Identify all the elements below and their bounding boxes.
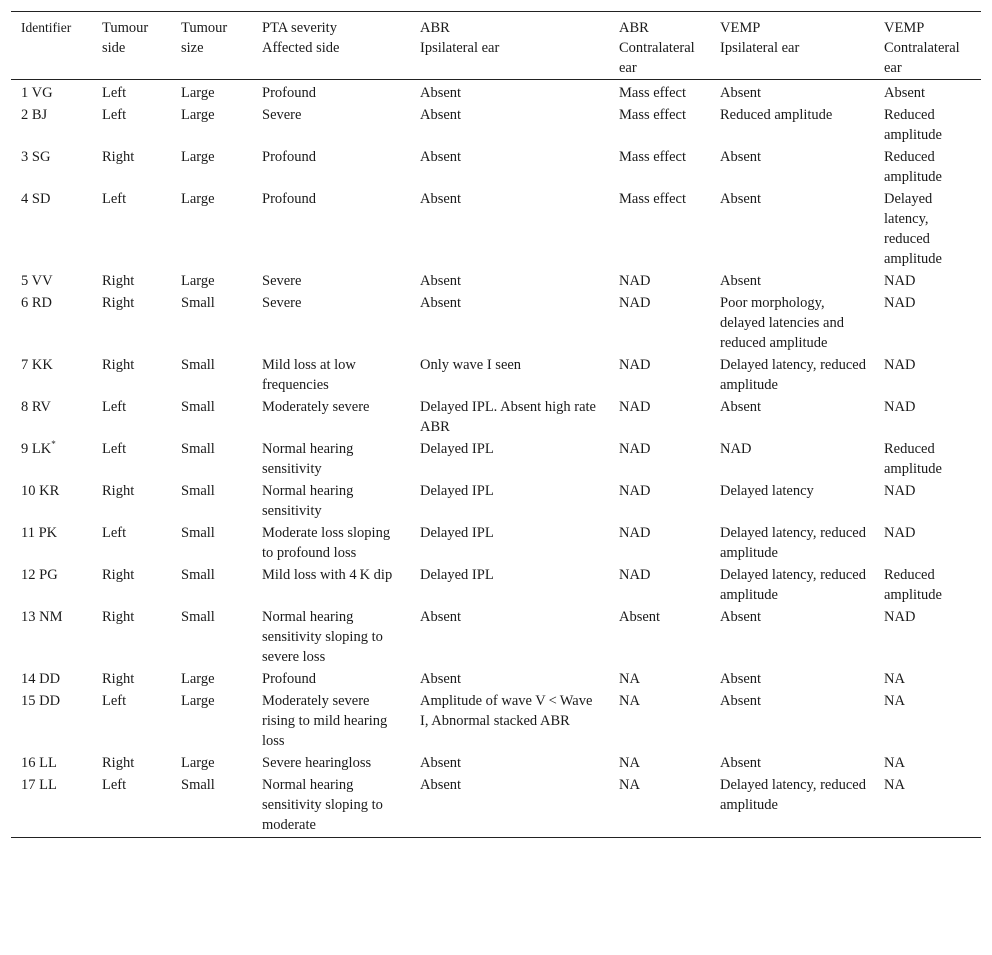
table-row bbox=[11, 353, 981, 395]
abr-contralateral-cell: NAD bbox=[619, 567, 651, 583]
tumour-size-cell: Small bbox=[181, 357, 215, 373]
identifier-cell bbox=[11, 689, 92, 751]
header-line: Identifier bbox=[21, 20, 72, 35]
pta-severity-cell: Profound bbox=[262, 671, 316, 687]
tumour-size-cell: Small bbox=[181, 295, 215, 311]
vemp-contralateral-cell: NA bbox=[884, 777, 905, 793]
vemp-ipsilateral-cell: Delayed latency, reduced amplitude bbox=[720, 357, 866, 393]
pta-severity-cell: Severe hearingloss bbox=[262, 755, 372, 771]
vemp-ipsilateral-cell: Delayed latency, reduced amplitude bbox=[720, 777, 866, 813]
table-row bbox=[11, 667, 981, 689]
tumour-size-cell: Small bbox=[181, 483, 215, 499]
table-row bbox=[11, 751, 981, 773]
header-line: Ipsilateral ear bbox=[420, 40, 500, 56]
pta-severity-cell: Severe bbox=[262, 107, 302, 123]
abr-ipsilateral-cell: Absent bbox=[420, 755, 462, 771]
pta-severity-cell: Normal hearing sensitivity sloping to severe loss bbox=[262, 609, 383, 665]
table-row bbox=[11, 479, 981, 521]
vemp-contralateral-cell: NAD bbox=[884, 357, 916, 373]
header-line: ear bbox=[884, 60, 902, 76]
identifier-value: 8 RV bbox=[21, 399, 51, 415]
identifier-cell bbox=[11, 605, 92, 667]
pta-severity-cell: Severe bbox=[262, 295, 302, 311]
vemp-ipsilateral-cell: Absent bbox=[720, 273, 762, 289]
abr-ipsilateral-cell: Delayed IPL bbox=[420, 567, 494, 583]
abr-contralateral-cell: NAD bbox=[619, 357, 651, 373]
tumour-size-cell: Large bbox=[181, 107, 215, 123]
tumour-side-cell: Left bbox=[102, 693, 127, 709]
header-line: ABR bbox=[619, 20, 649, 36]
vemp-ipsilateral-cell: Absent bbox=[720, 399, 762, 415]
abr-contralateral-cell: NAD bbox=[619, 399, 651, 415]
col-vemp-ipsilateral-header bbox=[710, 12, 874, 80]
abr-contralateral-cell: NA bbox=[619, 671, 640, 687]
identifier-value: 4 SD bbox=[21, 191, 51, 207]
pta-severity-cell: Moderately severe rising to mild hearing loss bbox=[262, 693, 388, 749]
header-line: Ipsilateral ear bbox=[720, 40, 800, 56]
tumour-side-cell: Left bbox=[102, 399, 127, 415]
abr-ipsilateral-cell: Absent bbox=[420, 777, 462, 793]
pta-severity-cell: Severe bbox=[262, 273, 302, 289]
header-row bbox=[11, 12, 981, 80]
tumour-size-cell: Large bbox=[181, 85, 215, 101]
identifier-value: 7 KK bbox=[21, 357, 53, 373]
abr-ipsilateral-cell: Absent bbox=[420, 671, 462, 687]
table-row bbox=[11, 145, 981, 187]
table-row bbox=[11, 187, 981, 269]
identifier-value: 10 KR bbox=[21, 483, 60, 499]
tumour-size-cell: Small bbox=[181, 777, 215, 793]
header-line: Affected side bbox=[262, 40, 340, 56]
pta-severity-cell: Moderate loss sloping to profound loss bbox=[262, 525, 391, 561]
tumour-side-cell: Right bbox=[102, 149, 135, 165]
identifier-value: 2 BJ bbox=[21, 107, 48, 123]
abr-contralateral-cell: Mass effect bbox=[619, 149, 686, 165]
results-table bbox=[11, 11, 981, 838]
vemp-ipsilateral-cell: NAD bbox=[720, 441, 752, 457]
identifier-value: 17 LL bbox=[21, 777, 57, 793]
vemp-contralateral-cell: NAD bbox=[884, 399, 916, 415]
tumour-size-cell: Small bbox=[181, 525, 215, 541]
tumour-side-cell: Left bbox=[102, 525, 127, 541]
table-row bbox=[11, 605, 981, 667]
identifier-value: 15 DD bbox=[21, 693, 61, 709]
identifier-cell bbox=[11, 521, 92, 563]
tumour-side-cell: Right bbox=[102, 273, 135, 289]
header-line: Tumour bbox=[181, 20, 228, 36]
pta-severity-cell: Normal hearing sensitivity bbox=[262, 441, 354, 477]
identifier-cell bbox=[11, 291, 92, 353]
header-line: ABR bbox=[420, 20, 450, 36]
col-identifier-header bbox=[11, 12, 92, 80]
abr-ipsilateral-cell: Delayed IPL bbox=[420, 483, 494, 499]
identifier-cell bbox=[11, 667, 92, 689]
abr-ipsilateral-cell: Delayed IPL bbox=[420, 525, 494, 541]
abr-contralateral-cell: NAD bbox=[619, 273, 651, 289]
vemp-ipsilateral-cell: Absent bbox=[720, 191, 762, 207]
identifier-cell bbox=[11, 751, 92, 773]
identifier-value: 1 VG bbox=[21, 85, 53, 101]
tumour-side-cell: Right bbox=[102, 483, 135, 499]
vemp-contralateral-cell: NAD bbox=[884, 295, 916, 311]
header-line: VEMP bbox=[884, 20, 925, 36]
tumour-side-cell: Right bbox=[102, 609, 135, 625]
vemp-ipsilateral-cell: Delayed latency, reduced amplitude bbox=[720, 525, 866, 561]
tumour-size-cell: Large bbox=[181, 273, 215, 289]
abr-contralateral-cell: Mass effect bbox=[619, 107, 686, 123]
abr-ipsilateral-cell: Absent bbox=[420, 609, 462, 625]
header-line: side bbox=[102, 40, 126, 56]
table-row bbox=[11, 269, 981, 291]
vemp-ipsilateral-cell: Absent bbox=[720, 755, 762, 771]
identifier-value: 13 NM bbox=[21, 609, 63, 625]
identifier-cell bbox=[11, 187, 92, 269]
vemp-contralateral-cell: Reduced amplitude bbox=[884, 567, 942, 603]
tumour-size-cell: Small bbox=[181, 441, 215, 457]
pta-severity-cell: Normal hearing sensitivity sloping to moderate bbox=[262, 777, 383, 833]
vemp-contralateral-cell: Reduced amplitude bbox=[884, 149, 942, 185]
abr-ipsilateral-cell: Absent bbox=[420, 85, 462, 101]
identifier-cell bbox=[11, 103, 92, 145]
pta-severity-cell: Profound bbox=[262, 191, 316, 207]
tumour-size-cell: Small bbox=[181, 567, 215, 583]
header-line: Tumour bbox=[102, 20, 149, 36]
vemp-contralateral-cell: Absent bbox=[884, 85, 926, 101]
vemp-contralateral-cell: NA bbox=[884, 671, 905, 687]
abr-ipsilateral-cell: Amplitude of wave V < Wave I, Abnormal stacked ABR bbox=[420, 693, 593, 729]
tumour-side-cell: Left bbox=[102, 777, 127, 793]
abr-contralateral-cell: Mass effect bbox=[619, 191, 686, 207]
abr-contralateral-cell: NAD bbox=[619, 483, 651, 499]
tumour-size-cell: Large bbox=[181, 693, 215, 709]
table-row bbox=[11, 563, 981, 605]
abr-contralateral-cell: NAD bbox=[619, 295, 651, 311]
tumour-size-cell: Large bbox=[181, 191, 215, 207]
table-row bbox=[11, 291, 981, 353]
vemp-contralateral-cell: NAD bbox=[884, 609, 916, 625]
abr-ipsilateral-cell: Absent bbox=[420, 295, 462, 311]
identifier-cell bbox=[11, 353, 92, 395]
identifier-value: 5 VV bbox=[21, 273, 53, 289]
identifier-value: 6 RD bbox=[21, 295, 53, 311]
table-row bbox=[11, 437, 981, 479]
abr-ipsilateral-cell: Delayed IPL. Absent high rate ABR bbox=[420, 399, 596, 435]
tumour-size-cell: Small bbox=[181, 399, 215, 415]
vemp-contralateral-cell: Reduced amplitude bbox=[884, 441, 942, 477]
identifier-value: 9 LK* bbox=[21, 439, 56, 457]
identifier-value: 14 DD bbox=[21, 671, 61, 687]
table-row bbox=[11, 103, 981, 145]
tumour-side-cell: Right bbox=[102, 295, 135, 311]
tumour-size-cell: Small bbox=[181, 609, 215, 625]
table-row bbox=[11, 395, 981, 437]
vemp-ipsilateral-cell: Delayed latency, reduced amplitude bbox=[720, 567, 866, 603]
pta-severity-cell: Mild loss at low frequencies bbox=[262, 357, 356, 393]
tumour-side-cell: Left bbox=[102, 191, 127, 207]
pta-severity-cell: Mild loss with 4 K dip bbox=[262, 567, 393, 583]
col-tumour-side-header bbox=[92, 12, 171, 80]
footnote-marker: * bbox=[51, 439, 56, 449]
abr-contralateral-cell: NAD bbox=[619, 525, 651, 541]
abr-ipsilateral-cell: Delayed IPL bbox=[420, 441, 494, 457]
header-line: Contralateral bbox=[619, 40, 695, 56]
abr-ipsilateral-cell: Absent bbox=[420, 107, 462, 123]
identifier-value: 3 SG bbox=[21, 149, 51, 165]
header-line: ear bbox=[619, 60, 637, 76]
col-pta-header bbox=[252, 12, 410, 80]
table-row bbox=[11, 689, 981, 751]
identifier-cell bbox=[11, 773, 92, 838]
tumour-size-cell: Large bbox=[181, 671, 215, 687]
pta-severity-cell: Normal hearing sensitivity bbox=[262, 483, 354, 519]
identifier-cell bbox=[11, 563, 92, 605]
header-line: size bbox=[181, 40, 204, 56]
tumour-size-cell: Large bbox=[181, 755, 215, 771]
abr-contralateral-cell: NA bbox=[619, 777, 640, 793]
vemp-ipsilateral-cell: Absent bbox=[720, 609, 762, 625]
header-line: VEMP bbox=[720, 20, 761, 36]
identifier-cell bbox=[11, 80, 92, 104]
vemp-ipsilateral-cell: Absent bbox=[720, 693, 762, 709]
abr-contralateral-cell: NAD bbox=[619, 441, 651, 457]
header-line: Contralateral bbox=[884, 40, 960, 56]
identifier-cell bbox=[11, 479, 92, 521]
abr-ipsilateral-cell: Absent bbox=[420, 273, 462, 289]
pta-severity-cell: Profound bbox=[262, 149, 316, 165]
col-tumour-size-header bbox=[171, 12, 252, 80]
identifier-value: 11 PK bbox=[21, 525, 58, 541]
tumour-side-cell: Left bbox=[102, 85, 127, 101]
tumour-side-cell: Left bbox=[102, 441, 127, 457]
header-line: PTA severity bbox=[262, 20, 337, 36]
abr-contralateral-cell: Mass effect bbox=[619, 85, 686, 101]
pta-severity-cell: Moderately severe bbox=[262, 399, 370, 415]
col-abr-contralateral-header bbox=[609, 12, 710, 80]
abr-contralateral-cell: NA bbox=[619, 693, 640, 709]
table-row bbox=[11, 80, 981, 104]
tumour-side-cell: Right bbox=[102, 671, 135, 687]
vemp-contralateral-cell: NA bbox=[884, 693, 905, 709]
table-body bbox=[11, 80, 981, 838]
tumour-side-cell: Right bbox=[102, 755, 135, 771]
abr-ipsilateral-cell: Only wave I seen bbox=[420, 357, 522, 373]
table-row bbox=[11, 521, 981, 563]
vemp-ipsilateral-cell: Delayed latency bbox=[720, 483, 814, 499]
vemp-contralateral-cell: Reduced amplitude bbox=[884, 107, 942, 143]
abr-contralateral-cell: NA bbox=[619, 755, 640, 771]
vemp-contralateral-cell: Delayed latency, reduced amplitude bbox=[884, 191, 942, 267]
tumour-side-cell: Left bbox=[102, 107, 127, 123]
table-row bbox=[11, 773, 981, 838]
abr-contralateral-cell: Absent bbox=[619, 609, 661, 625]
col-vemp-contralateral-header bbox=[874, 12, 981, 80]
identifier-cell bbox=[11, 145, 92, 187]
vemp-ipsilateral-cell: Absent bbox=[720, 671, 762, 687]
vemp-contralateral-cell: NAD bbox=[884, 483, 916, 499]
identifier-cell bbox=[11, 395, 92, 437]
vemp-ipsilateral-cell: Absent bbox=[720, 85, 762, 101]
vemp-ipsilateral-cell: Reduced amplitude bbox=[720, 107, 833, 123]
vemp-contralateral-cell: NA bbox=[884, 755, 905, 771]
tumour-side-cell: Right bbox=[102, 357, 135, 373]
vemp-contralateral-cell: NAD bbox=[884, 273, 916, 289]
abr-ipsilateral-cell: Absent bbox=[420, 149, 462, 165]
vemp-contralateral-cell: NAD bbox=[884, 525, 916, 541]
identifier-cell bbox=[11, 437, 92, 479]
identifier-value: 12 PG bbox=[21, 567, 58, 583]
abr-ipsilateral-cell: Absent bbox=[420, 191, 462, 207]
col-abr-ipsilateral-header bbox=[410, 12, 609, 80]
tumour-size-cell: Large bbox=[181, 149, 215, 165]
pta-severity-cell: Profound bbox=[262, 85, 316, 101]
vemp-ipsilateral-cell: Absent bbox=[720, 149, 762, 165]
identifier-value: 16 LL bbox=[21, 755, 57, 771]
tumour-side-cell: Right bbox=[102, 567, 135, 583]
identifier-cell bbox=[11, 269, 92, 291]
vemp-ipsilateral-cell: Poor morphology, delayed latencies and reduced amplitude bbox=[720, 295, 844, 351]
